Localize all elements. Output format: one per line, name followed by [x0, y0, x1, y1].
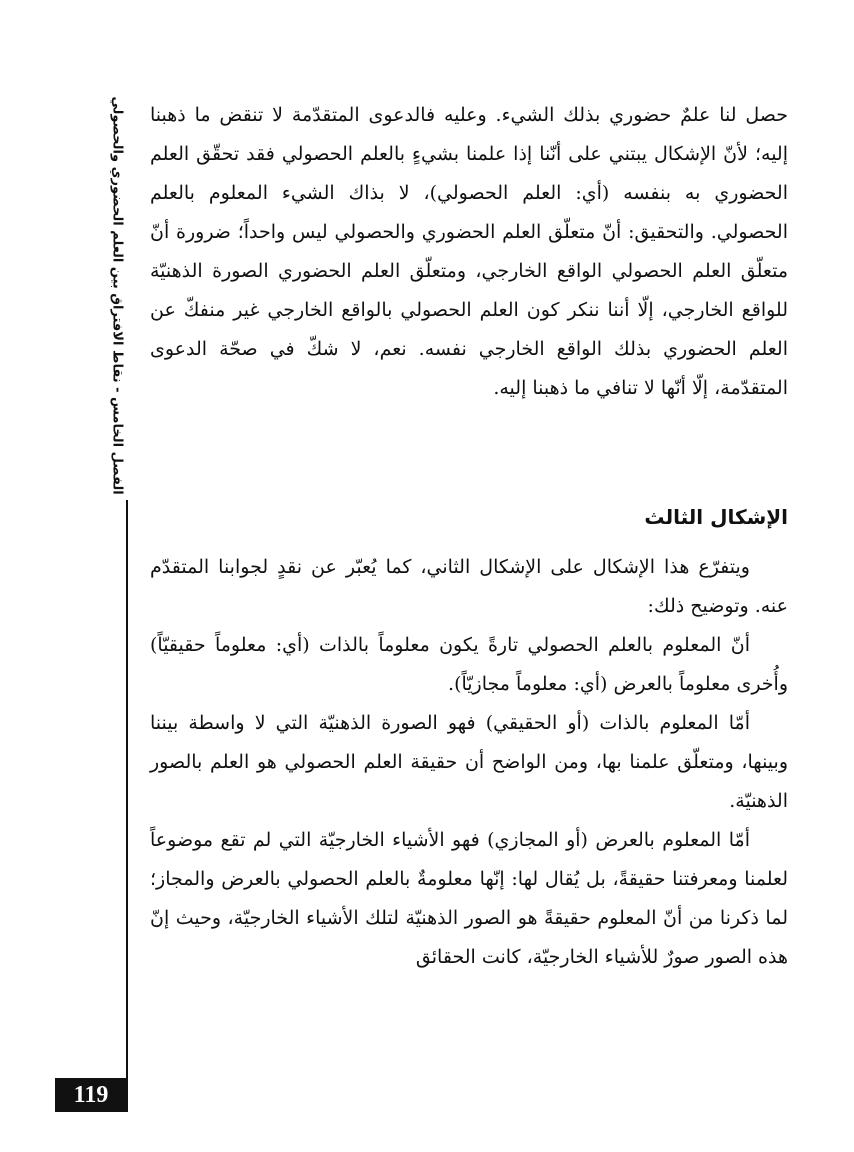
paragraph-3: أنّ المعلوم بالعلم الحصولي تارةً يكون معلوماً بالذات (أي: معلوماً حقيقيّاً) وأُخرى معلوماً بالعرض (أي: معلوماً مجازيّاً).: [150, 634, 788, 695]
paragraph-block-bottom: [150, 548, 788, 977]
paragraph-block-top: [150, 96, 788, 408]
chapter-title: الفصل الخامس - نقاط الافتراق بين العلم الحضوري والحصولي: [109, 95, 125, 495]
paragraph-1: حصل لنا علمٌ حضوري بذلك الشيء. وعليه فالدعوى المتقدّمة لا تنقض ما ذهبنا إليه؛ لأنّ الإشكال يبتني على أنّنا إذا علمنا بشيءٍ بالعلم الحصولي فقد تحقّق العلم الحضوري به بنفسه (أي: العلم الحصولي)، لا بذاك الشيء المعلوم بالعلم الحصولي. والتحقيق: أنّ متعلّق العلم الحضوري والحصولي ليس واحداً؛ ضرورة أنّ متعلّق العلم الحصولي الواقع الخارجي، ومتعلّق العلم الحضوري الصورة الذهنيّة للواقع الخارجي، إلّا أننا ننكر كون العلم الحصولي بالواقع الخارجي غير منفكّ عن العلم الحضوري بذلك الواقع الخارجي نفسه. نعم، لا شكّ في صحّة الدعوى المتقدّمة، إلّا أنّها لا تنافي ما ذهبنا إليه.: [150, 104, 788, 399]
page-number: 119: [73, 1081, 109, 1108]
chapter-running-header: [100, 95, 134, 495]
paragraph-5: أمّا المعلوم بالعرض (أو المجازي) فهو الأشياء الخارجيّة التي لم تقع موضوعاً لعلمنا ومعرفتنا حقيقةً، بل يُقال لها: إنّها معلومةٌ بالعلم الحصولي بالعرض والمجاز؛ لما ذكرنا من أنّ المعلوم حقيقةً هو الصور الذهنيّة لتلك الأشياء الخارجيّة، وحيث إنّ هذه الصور صورٌ للأشياء الخارجيّة، كانت الحقائق: [150, 829, 788, 968]
side-divider-line: [126, 500, 128, 1112]
page-number-box: [55, 1078, 127, 1112]
paragraph-2: ويتفرّع هذا الإشكال على الإشكال الثاني، كما يُعبّر عن نقدٍ لجوابنا المتقدّم عنه. وتوضيح ذلك:: [150, 556, 788, 617]
section-heading: الإشكال الثالث: [644, 505, 788, 529]
paragraph-4: أمّا المعلوم بالذات (أو الحقيقي) فهو الصورة الذهنيّة التي لا واسطة بيننا وبينها، ومتعلّق علمنا بها، ومن الواضح أن حقيقة العلم الحصولي هو العلم بالصور الذهنيّة.: [150, 712, 788, 812]
